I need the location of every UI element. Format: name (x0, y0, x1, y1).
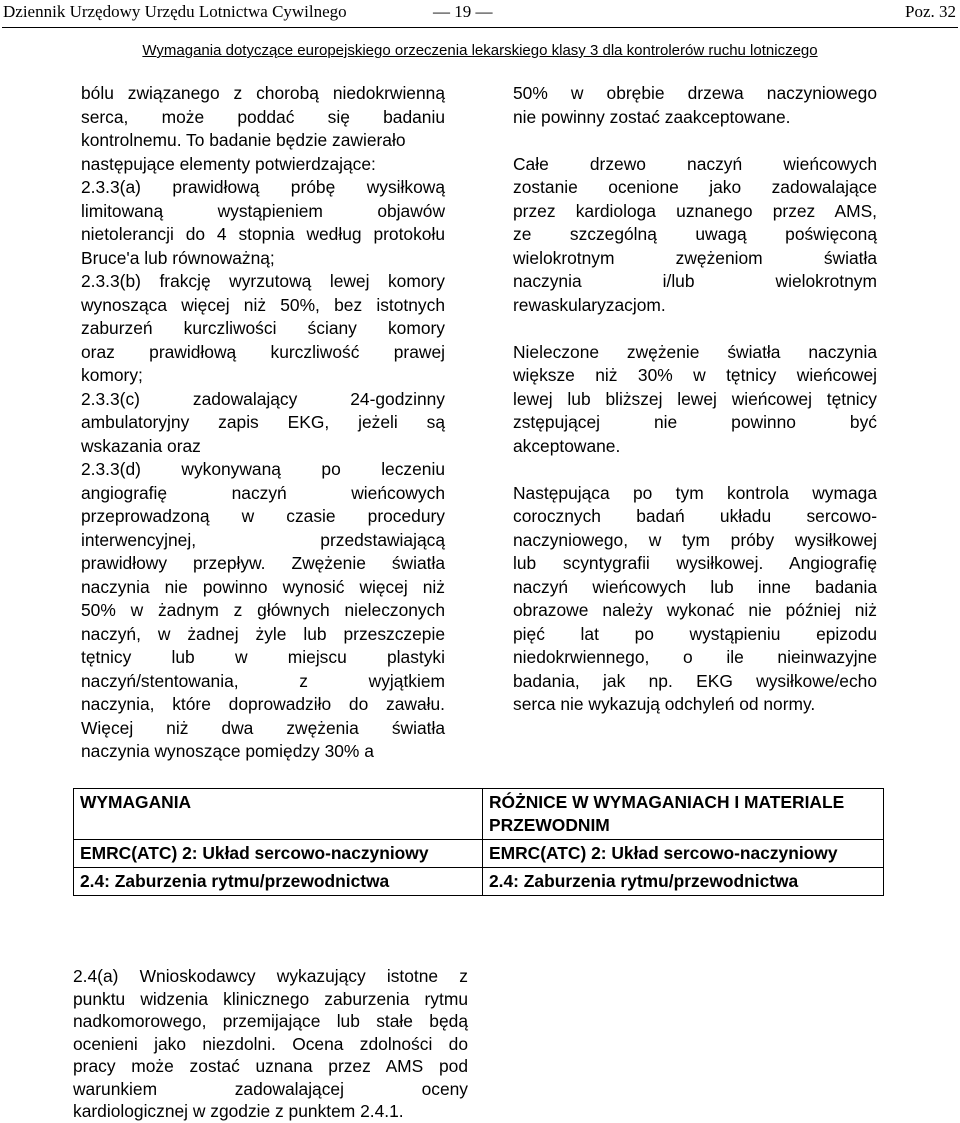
text-line: naczyniowego, w tym próby wysiłkowej (513, 529, 877, 550)
table-section-row (74, 840, 884, 868)
section-cell-left: EMRC(ATC) 2: Układ sercowo-naczyniowy (74, 840, 483, 868)
col-differences-header: RÓŻNICE W WYMAGANIACH I MATERIALE PRZEWODNIM (483, 789, 884, 840)
text-line: naczynia, które doprowadziło do zawału. (81, 694, 445, 714)
text-line: naczyń wieńcowych lub inne badania (513, 576, 877, 597)
paragraph-gap (513, 458, 877, 482)
header-rule (2, 27, 958, 28)
right-paragraph-1 (513, 82, 877, 129)
text-line: Więcej niż dwa zwężenia światła (81, 717, 445, 738)
bottom-paragraph (73, 965, 468, 1123)
text-line: ocenieni jako niezdolni. Ocena zdolności do (73, 1033, 468, 1054)
text-line: lub scyntygrafii wysiłkowej. Angiografię (513, 553, 877, 573)
text-line: przeprowadzoną w czasie procedury (81, 506, 445, 526)
text-line: wielokrotnym zwężeniom światła (513, 247, 877, 268)
text-line: serca nie wykazują odchyleń od normy. (513, 694, 816, 714)
position-number: Poz. 32 (905, 2, 956, 21)
text-line: większe niż 30% w tętnicy wieńcowej (513, 365, 877, 385)
page-number: — 19 — (433, 2, 493, 21)
text-line: pięć lat po wystąpieniu epizodu (513, 623, 877, 644)
text-line: prawidłowy przepływ. Zwężenie światła (81, 553, 445, 573)
running-header (0, 0, 960, 28)
text-line: bólu związanego z chorobą niedokrwienną (81, 83, 445, 103)
text-line: przez kardiologa uznanego przez AMS, (513, 200, 877, 221)
right-paragraph-4 (513, 482, 877, 717)
text-line: pracy może zostać uznana przez AMS pod (73, 1056, 468, 1076)
text-line: punktu widzenia klinicznego zaburzenia rytmu (73, 988, 468, 1009)
text-line: ambulatoryjny zapis EKG, jeżeli są (81, 412, 445, 432)
text-line: komory; (81, 365, 143, 385)
left-column (81, 82, 445, 764)
text-line: wskazania oraz (81, 435, 201, 456)
text-line: zostanie ocenione jako zadowalające (513, 177, 877, 197)
text-line: 2.3.3(b) frakcję wyrzutową lewej komory (81, 271, 445, 291)
text-line: badania, jak np. EKG wysiłkowe/echo (513, 670, 877, 691)
text-line: corocznych badań układu sercowo- (513, 506, 877, 526)
text-line: Nieleczone zwężenie światła naczynia (513, 341, 877, 362)
text-line: naczynia i/lub wielokrotnym (513, 271, 877, 291)
text-line: 2.3.3(c) zadowalający 24-godzinny (81, 388, 445, 409)
text-line: 2.3.3(a) prawidłową próbę wysiłkową (81, 177, 445, 197)
document-subtitle: Wymagania dotyczące europejskiego orzeczenia lekarskiego klasy 3 dla kontrolerów ruchu lotniczego (142, 42, 818, 59)
text-line: zstępującej nie powinno być (513, 412, 877, 432)
text-line: 50% w żadnym z głównych nieleczonych (81, 600, 445, 620)
right-paragraph-3 (513, 341, 877, 459)
text-line: interwencyjnej, przedstawiającą (81, 529, 445, 550)
paragraph-gap (513, 129, 877, 153)
table-header-row (74, 789, 884, 840)
text-line: naczynia wynoszące pomiędzy 30% a (81, 741, 374, 761)
text-line: 50% w obrębie drzewa naczyniowego (513, 83, 877, 103)
text-line: wynosząca więcej niż 50%, bez istotnych (81, 294, 445, 315)
text-line: warunkiem zadowalającej oceny (73, 1078, 468, 1099)
text-line: zaburzeń kurczliwości ściany komory (81, 318, 445, 338)
text-line: niedokrwiennego, o ile nieinwazyjne (513, 647, 877, 667)
text-line: lewej lub bliższej lewej wieńcowej tętnicy (513, 388, 877, 409)
text-line: obrazowe należy wykonać nie później niż (513, 600, 877, 620)
text-line: nie powinny zostać zaakceptowane. (513, 106, 791, 127)
subsection-cell-left: 2.4: Zaburzenia rytmu/przewodnictwa (74, 868, 483, 896)
text-line: akceptowane. (513, 435, 621, 456)
subsection-cell-right: 2.4: Zaburzenia rytmu/przewodnictwa (483, 868, 884, 896)
text-line: następujące elementy potwierdzające: (81, 153, 376, 174)
text-line: Całe drzewo naczyń wieńcowych (513, 153, 877, 174)
text-line: naczyń/stentowania, z wyjątkiem (81, 670, 445, 691)
paragraph-gap (513, 317, 877, 341)
section-cell-right: EMRC(ATC) 2: Układ sercowo-naczyniowy (483, 840, 884, 868)
right-paragraph-2 (513, 153, 877, 318)
right-column (513, 82, 877, 717)
text-line: angiografię naczyń wieńcowych (81, 482, 445, 503)
journal-title: Dziennik Urzędowy Urzędu Lotnictwa Cywilnego (3, 2, 347, 21)
text-line: nietolerancji do 4 stopnia według protokołu (81, 224, 445, 244)
text-line: nadkomorowego, przemijające lub stałe będą (73, 1011, 468, 1031)
text-line: serca, może poddać się badaniu (81, 106, 445, 127)
text-line: oraz prawidłową kurczliwość prawej (81, 341, 445, 362)
text-line: Następująca po tym kontrola wymaga (513, 482, 877, 503)
text-line: 2.4(a) Wnioskodawcy wykazujący istotne z (73, 966, 468, 986)
text-line: naczyń, w żadnej żyle lub przeszczepie (81, 623, 445, 644)
col-requirements-header: WYMAGANIA (74, 789, 483, 840)
text-line: naczynia nie powinno wynosić więcej niż (81, 576, 445, 597)
text-line: kontrolnemu. To badanie będzie zawierało (81, 130, 406, 150)
text-line: 2.3.3(d) wykonywaną po leczeniu (81, 459, 445, 479)
text-line: kardiologicznej w zgodzie z punktem 2.4.1. (73, 1101, 404, 1121)
table-subsection-row (74, 868, 884, 896)
text-line: rewaskularyzacjom. (513, 294, 666, 315)
text-line: Bruce'a lub równoważną; (81, 247, 275, 268)
text-line: tętnicy lub w miejscu plastyki (81, 647, 445, 667)
requirements-table (73, 788, 884, 896)
text-line: ze szczególną uwagą poświęconą (513, 224, 877, 244)
text-line: limitowaną wystąpieniem objawów (81, 200, 445, 221)
